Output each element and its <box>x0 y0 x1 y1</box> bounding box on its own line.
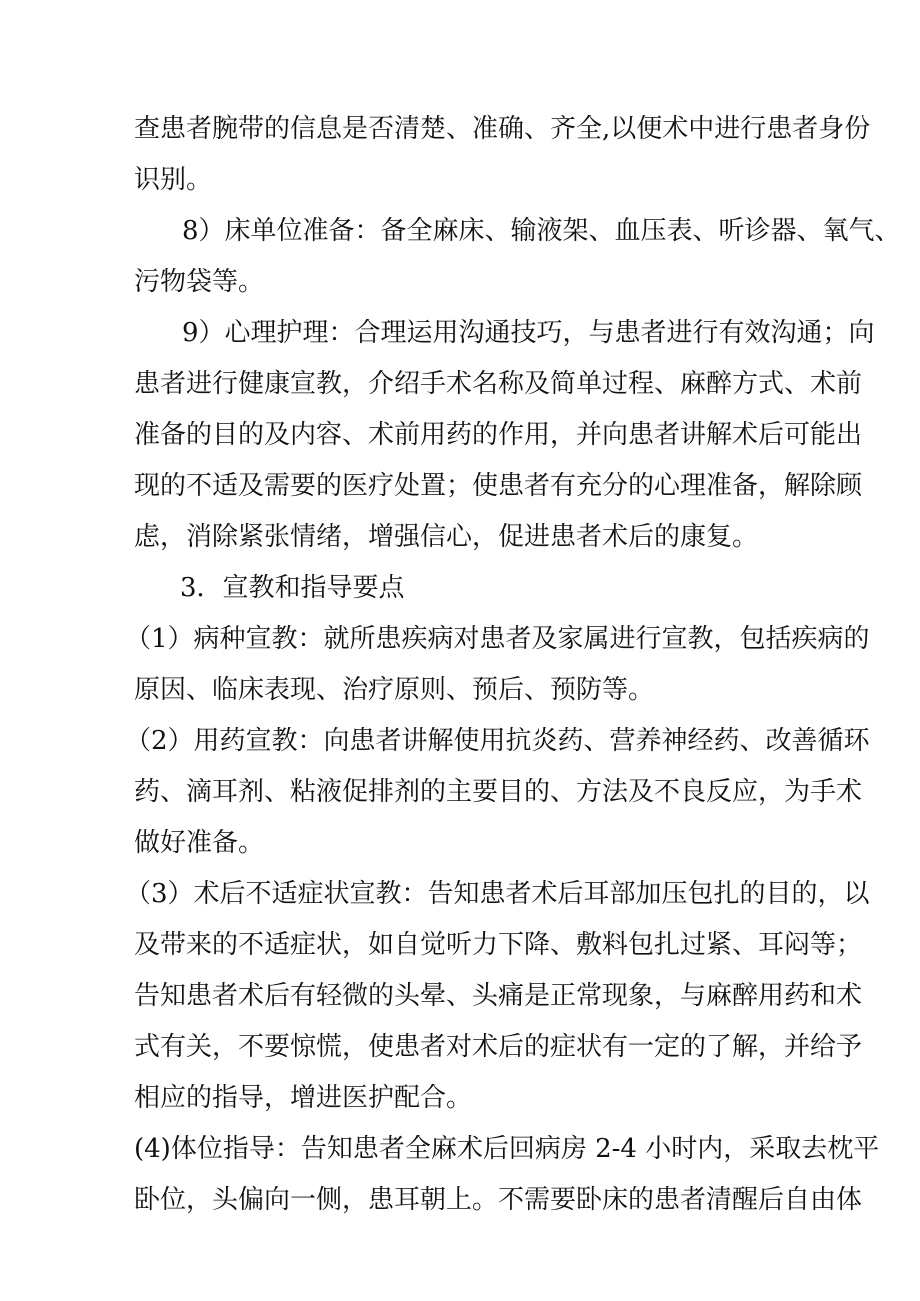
text-line: 查患者腕带的信息是否清楚、准确、齐全,以便术中进行患者身份 <box>134 114 871 144</box>
text-line: 及带来的不适症状，如自觉听力下降、敷料包扎过紧、耳闷等； <box>134 930 863 960</box>
text-line: 患者进行健康宣教，介绍手术名称及简单过程、麻醉方式、术前 <box>134 369 863 399</box>
text-line: (4)体位指导：告知患者全麻术后回病房 2-4 小时内，采取去枕平 <box>134 1134 880 1164</box>
text-line: 式有关，不要惊慌，使患者对术后的症状有一定的了解，并给予 <box>134 1032 863 1062</box>
text-line: 8）床单位准备：备全麻床、输液架、血压表、听诊器、氧气、 <box>182 216 901 246</box>
text-line: 做好准备。 <box>134 828 265 858</box>
text-line: （3）术后不适症状宣教：告知患者术后耳部加压包扎的目的，以 <box>125 879 870 909</box>
text-line: 相应的指导，增进医护配合。 <box>134 1083 473 1113</box>
text-line: 虑，消除紧张情绪，增强信心，促进患者术后的康复。 <box>134 522 759 552</box>
text-line: 污物袋等。 <box>134 267 265 297</box>
text-line: 9）心理护理：合理运用沟通技巧，与患者进行有效沟通；向 <box>182 318 875 348</box>
text-line: 识别。 <box>134 165 213 195</box>
text-line: 准备的目的及内容、术前用药的作用，并向患者讲解术后可能出 <box>134 420 863 450</box>
text-line: 药、滴耳剂、粘液促排剂的主要目的、方法及不良反应，为手术 <box>134 777 863 807</box>
text-line: （1）病种宣教：就所患疾病对患者及家属进行宣教，包括疾病的 <box>125 624 870 654</box>
text-line: （2）用药宣教：向患者讲解使用抗炎药、营养神经药、改善循环 <box>125 726 870 756</box>
text-line: 原因、临床表现、治疗原则、预后、预防等。 <box>134 675 655 705</box>
text-line: 告知患者术后有轻微的头晕、头痛是正常现象，与麻醉用药和术 <box>134 981 863 1011</box>
section-heading: 3．宣教和指导要点 <box>180 573 405 603</box>
text-line: 卧位，头偏向一侧，患耳朝上。不需要卧床的患者清醒后自由体 <box>134 1185 863 1215</box>
text-line: 现的不适及需要的医疗处置；使患者有充分的心理准备，解除顾 <box>134 471 863 501</box>
